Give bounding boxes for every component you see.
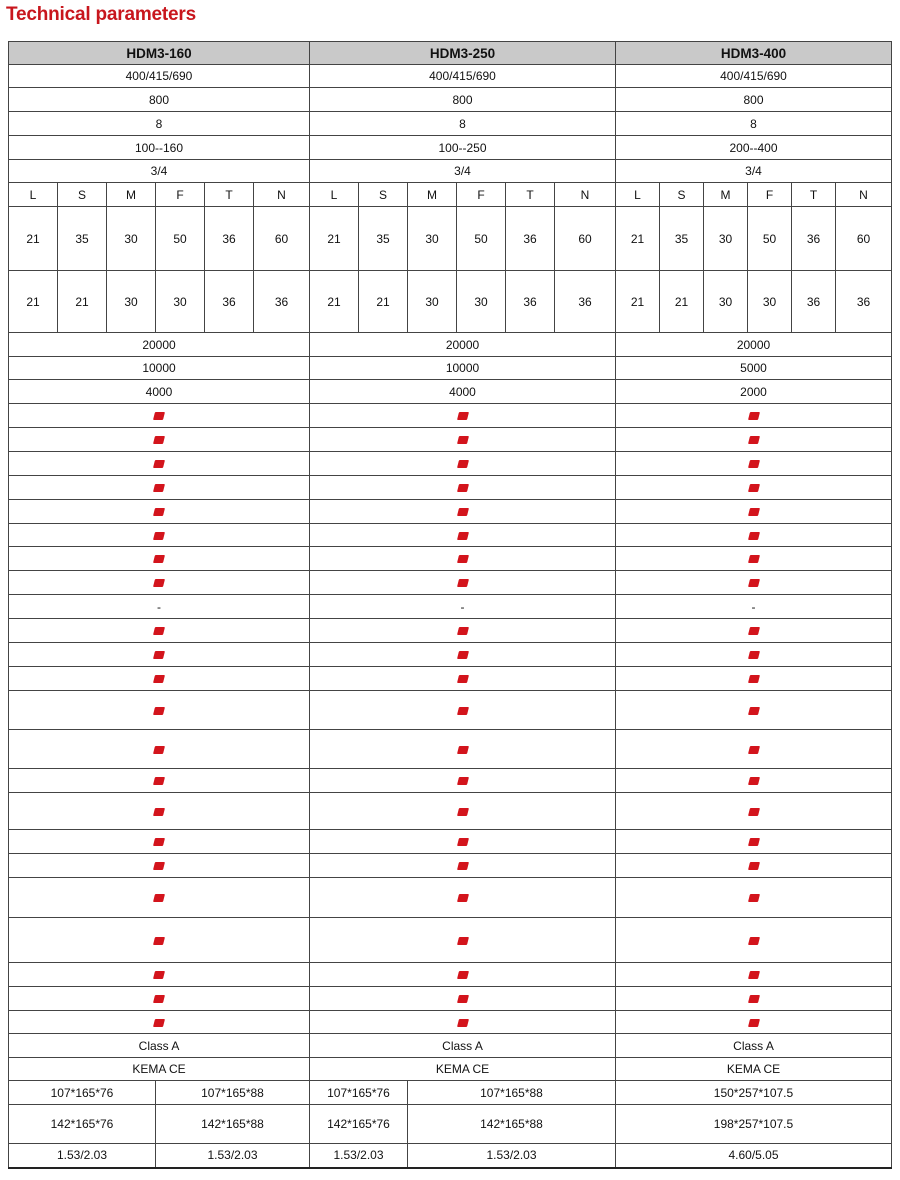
feature-availability-cell <box>616 769 892 793</box>
breaking-ics-value: 21 <box>58 271 107 333</box>
feature-availability-cell <box>9 793 310 830</box>
feature-availability-cell <box>9 878 310 918</box>
available-mark-icon <box>748 971 760 979</box>
available-mark-icon <box>153 436 165 444</box>
available-mark-icon <box>748 555 760 563</box>
breaking-ics-value: 30 <box>156 271 205 333</box>
feature-availability-cell <box>9 547 310 571</box>
available-mark-icon <box>748 1019 760 1027</box>
feature-availability-cell <box>9 769 310 793</box>
feature-availability-cell <box>310 963 616 987</box>
available-mark-icon <box>748 777 760 785</box>
breaking-code: F <box>748 183 792 207</box>
dimension-value: 198*257*107.5 <box>616 1105 892 1144</box>
available-mark-icon <box>457 777 469 785</box>
available-mark-icon <box>748 579 760 587</box>
dimension-value: 142*165*76 <box>310 1105 408 1144</box>
table-row <box>9 571 892 595</box>
breaking-code: L <box>310 183 359 207</box>
feature-availability-cell <box>310 643 616 667</box>
breaking-icu-value: 36 <box>506 207 555 271</box>
dimension-value: 107*165*88 <box>408 1081 616 1105</box>
feature-availability-cell <box>616 547 892 571</box>
spec-value: Class A <box>310 1034 616 1058</box>
available-mark-icon <box>748 675 760 683</box>
available-mark-icon <box>457 508 469 516</box>
feature-availability-cell <box>616 524 892 547</box>
spec-value: 100--250 <box>310 136 616 160</box>
breaking-code: T <box>506 183 555 207</box>
available-mark-icon <box>748 627 760 635</box>
breaking-icu-value: 50 <box>457 207 506 271</box>
available-mark-icon <box>153 971 165 979</box>
model-header: HDM3-400 <box>616 42 892 65</box>
available-mark-icon <box>457 1019 469 1027</box>
table-row <box>9 730 892 769</box>
feature-availability-cell <box>616 793 892 830</box>
feature-availability-cell <box>616 1011 892 1034</box>
spec-value: Class A <box>9 1034 310 1058</box>
available-mark-icon <box>153 651 165 659</box>
breaking-code: S <box>660 183 704 207</box>
available-mark-icon <box>153 555 165 563</box>
table-row <box>9 357 892 380</box>
available-mark-icon <box>748 651 760 659</box>
table-row <box>9 1081 892 1105</box>
breaking-icu-value: 36 <box>792 207 836 271</box>
feature-availability-cell <box>9 667 310 691</box>
available-mark-icon <box>153 508 165 516</box>
feature-availability-cell <box>9 854 310 878</box>
technical-parameters-table <box>8 41 892 1169</box>
breaking-ics-value: 30 <box>107 271 156 333</box>
available-mark-icon <box>457 532 469 540</box>
spec-value: 3/4 <box>616 160 892 183</box>
available-mark-icon <box>748 412 760 420</box>
feature-availability-cell <box>616 452 892 476</box>
available-mark-icon <box>153 412 165 420</box>
table-row <box>9 595 892 619</box>
table-row <box>9 619 892 643</box>
dimension-value: 107*165*76 <box>310 1081 408 1105</box>
breaking-code: N <box>254 183 310 207</box>
available-mark-icon <box>457 808 469 816</box>
feature-availability-cell <box>9 476 310 500</box>
dimension-value: 150*257*107.5 <box>616 1081 892 1105</box>
weight-value: 1.53/2.03 <box>9 1144 156 1168</box>
spec-value: 200--400 <box>616 136 892 160</box>
table-row <box>9 643 892 667</box>
breaking-ics-value: 30 <box>408 271 457 333</box>
available-mark-icon <box>153 894 165 902</box>
weight-value: 4.60/5.05 <box>616 1144 892 1168</box>
breaking-icu-value: 60 <box>254 207 310 271</box>
available-mark-icon <box>748 460 760 468</box>
available-mark-icon <box>153 995 165 1003</box>
available-mark-icon <box>153 838 165 846</box>
available-mark-icon <box>153 460 165 468</box>
spec-value: 100--160 <box>9 136 310 160</box>
breaking-ics-value: 36 <box>792 271 836 333</box>
breaking-ics-value: 36 <box>254 271 310 333</box>
table-row <box>9 42 892 65</box>
feature-availability-cell <box>616 476 892 500</box>
feature-availability-cell <box>9 452 310 476</box>
available-mark-icon <box>153 862 165 870</box>
feature-availability-cell <box>9 571 310 595</box>
available-mark-icon <box>457 862 469 870</box>
available-mark-icon <box>457 838 469 846</box>
spec-value: 3/4 <box>310 160 616 183</box>
available-mark-icon <box>457 971 469 979</box>
breaking-ics-value: 36 <box>836 271 892 333</box>
spec-value: 10000 <box>9 357 310 380</box>
feature-availability-cell <box>616 987 892 1011</box>
feature-availability-cell <box>310 987 616 1011</box>
feature-availability-cell <box>616 854 892 878</box>
table-row <box>9 112 892 136</box>
table-row <box>9 428 892 452</box>
available-mark-icon <box>748 707 760 715</box>
feature-availability-cell <box>310 452 616 476</box>
available-mark-icon <box>457 484 469 492</box>
breaking-icu-value: 30 <box>107 207 156 271</box>
available-mark-icon <box>457 412 469 420</box>
breaking-code: N <box>555 183 616 207</box>
table-row <box>9 524 892 547</box>
table-row <box>9 65 892 88</box>
feature-availability-cell <box>310 547 616 571</box>
breaking-ics-value: 30 <box>457 271 506 333</box>
spec-value: 8 <box>310 112 616 136</box>
spec-value: KEMA CE <box>616 1058 892 1081</box>
available-mark-icon <box>457 555 469 563</box>
breaking-ics-value: 21 <box>359 271 408 333</box>
table-row <box>9 271 892 333</box>
table-row <box>9 404 892 428</box>
breaking-icu-value: 35 <box>660 207 704 271</box>
feature-availability-cell <box>310 854 616 878</box>
breaking-icu-value: 60 <box>836 207 892 271</box>
table-row <box>9 987 892 1011</box>
spec-value: KEMA CE <box>9 1058 310 1081</box>
feature-availability-cell <box>9 987 310 1011</box>
feature-availability-cell <box>9 404 310 428</box>
model-header: HDM3-160 <box>9 42 310 65</box>
spec-value: 20000 <box>616 333 892 357</box>
available-mark-icon <box>457 894 469 902</box>
breaking-icu-value: 35 <box>58 207 107 271</box>
feature-availability-cell <box>9 918 310 963</box>
available-mark-icon <box>457 995 469 1003</box>
spec-value: 8 <box>616 112 892 136</box>
available-mark-icon <box>457 460 469 468</box>
breaking-code: M <box>704 183 748 207</box>
feature-availability-cell <box>616 830 892 854</box>
feature-availability-cell <box>616 878 892 918</box>
feature-availability-cell <box>616 428 892 452</box>
available-mark-icon <box>748 532 760 540</box>
available-mark-icon <box>748 995 760 1003</box>
available-mark-icon <box>153 532 165 540</box>
breaking-code: F <box>457 183 506 207</box>
available-mark-icon <box>153 627 165 635</box>
feature-availability-cell <box>310 619 616 643</box>
spec-value: Class A <box>616 1034 892 1058</box>
feature-availability-cell <box>9 428 310 452</box>
breaking-ics-value: 30 <box>704 271 748 333</box>
dimension-value: 142*165*88 <box>408 1105 616 1144</box>
feature-availability-cell <box>616 643 892 667</box>
table-row <box>9 476 892 500</box>
feature-availability-cell <box>9 830 310 854</box>
feature-availability-cell <box>310 404 616 428</box>
feature-availability-cell <box>310 595 616 619</box>
table-row <box>9 1105 892 1144</box>
spec-value: 400/415/690 <box>9 65 310 88</box>
table-row <box>9 183 892 207</box>
spec-value: 20000 <box>310 333 616 357</box>
feature-availability-cell <box>616 571 892 595</box>
spec-value: 800 <box>616 88 892 112</box>
not-available-dash: - <box>460 599 465 614</box>
spec-value: KEMA CE <box>310 1058 616 1081</box>
spec-value: 5000 <box>616 357 892 380</box>
feature-availability-cell <box>616 404 892 428</box>
breaking-ics-value: 21 <box>9 271 58 333</box>
table-row <box>9 547 892 571</box>
breaking-icu-value: 30 <box>704 207 748 271</box>
breaking-ics-value: 21 <box>310 271 359 333</box>
feature-availability-cell <box>9 595 310 619</box>
table-row <box>9 769 892 793</box>
spec-value: 20000 <box>9 333 310 357</box>
spec-value: 800 <box>310 88 616 112</box>
breaking-ics-value: 21 <box>660 271 704 333</box>
feature-availability-cell <box>310 830 616 854</box>
breaking-icu-value: 50 <box>748 207 792 271</box>
available-mark-icon <box>153 707 165 715</box>
breaking-code: T <box>792 183 836 207</box>
available-mark-icon <box>153 1019 165 1027</box>
dimension-value: 107*165*76 <box>9 1081 156 1105</box>
feature-availability-cell <box>616 667 892 691</box>
available-mark-icon <box>457 651 469 659</box>
weight-value: 1.53/2.03 <box>310 1144 408 1168</box>
feature-availability-cell <box>616 691 892 730</box>
table-row <box>9 830 892 854</box>
feature-availability-cell <box>310 691 616 730</box>
not-available-dash: - <box>157 599 161 614</box>
feature-availability-cell <box>616 963 892 987</box>
weight-value: 1.53/2.03 <box>156 1144 310 1168</box>
table-row <box>9 88 892 112</box>
feature-availability-cell <box>9 963 310 987</box>
dimension-value: 142*165*88 <box>156 1105 310 1144</box>
table-row <box>9 667 892 691</box>
table-row <box>9 691 892 730</box>
available-mark-icon <box>457 746 469 754</box>
breaking-icu-value: 30 <box>408 207 457 271</box>
breaking-icu-value: 50 <box>156 207 205 271</box>
breaking-icu-value: 21 <box>9 207 58 271</box>
table-row <box>9 878 892 918</box>
breaking-code: S <box>58 183 107 207</box>
feature-availability-cell <box>310 428 616 452</box>
available-mark-icon <box>457 627 469 635</box>
dimension-value: 107*165*88 <box>156 1081 310 1105</box>
available-mark-icon <box>457 675 469 683</box>
feature-availability-cell <box>9 500 310 524</box>
feature-availability-cell <box>9 691 310 730</box>
table-row <box>9 500 892 524</box>
table-row <box>9 793 892 830</box>
feature-availability-cell <box>9 619 310 643</box>
table-row <box>9 452 892 476</box>
table-row <box>9 1034 892 1058</box>
table-row <box>9 963 892 987</box>
available-mark-icon <box>748 894 760 902</box>
table-row <box>9 1144 892 1168</box>
weight-value: 1.53/2.03 <box>408 1144 616 1168</box>
breaking-icu-value: 35 <box>359 207 408 271</box>
spec-value: 4000 <box>9 380 310 404</box>
feature-availability-cell <box>310 793 616 830</box>
available-mark-icon <box>153 777 165 785</box>
available-mark-icon <box>153 808 165 816</box>
feature-availability-cell <box>616 619 892 643</box>
breaking-code: N <box>836 183 892 207</box>
spec-value: 800 <box>9 88 310 112</box>
available-mark-icon <box>457 707 469 715</box>
table-row <box>9 380 892 404</box>
available-mark-icon <box>748 746 760 754</box>
feature-availability-cell <box>9 524 310 547</box>
breaking-ics-value: 36 <box>205 271 254 333</box>
available-mark-icon <box>748 484 760 492</box>
table-row <box>9 854 892 878</box>
feature-availability-cell <box>310 500 616 524</box>
breaking-icu-value: 36 <box>205 207 254 271</box>
breaking-icu-value: 60 <box>555 207 616 271</box>
available-mark-icon <box>748 508 760 516</box>
table-row <box>9 333 892 357</box>
breaking-ics-value: 21 <box>616 271 660 333</box>
available-mark-icon <box>153 746 165 754</box>
breaking-code: T <box>205 183 254 207</box>
breaking-ics-value: 30 <box>748 271 792 333</box>
feature-availability-cell <box>9 730 310 769</box>
feature-availability-cell <box>310 878 616 918</box>
feature-availability-cell <box>310 476 616 500</box>
feature-availability-cell <box>616 500 892 524</box>
breaking-icu-value: 21 <box>616 207 660 271</box>
available-mark-icon <box>748 937 760 945</box>
available-mark-icon <box>748 862 760 870</box>
available-mark-icon <box>748 436 760 444</box>
feature-availability-cell <box>310 1011 616 1034</box>
spec-value: 400/415/690 <box>310 65 616 88</box>
spec-value: 4000 <box>310 380 616 404</box>
available-mark-icon <box>153 675 165 683</box>
feature-availability-cell <box>616 595 892 619</box>
available-mark-icon <box>457 937 469 945</box>
breaking-icu-value: 21 <box>310 207 359 271</box>
spec-value: 2000 <box>616 380 892 404</box>
feature-availability-cell <box>310 571 616 595</box>
feature-availability-cell <box>616 918 892 963</box>
breaking-ics-value: 36 <box>506 271 555 333</box>
table-row <box>9 1058 892 1081</box>
feature-availability-cell <box>310 524 616 547</box>
not-available-dash: - <box>751 599 756 614</box>
model-header: HDM3-250 <box>310 42 616 65</box>
spec-value: 400/415/690 <box>616 65 892 88</box>
spec-value: 3/4 <box>9 160 310 183</box>
feature-availability-cell <box>310 769 616 793</box>
feature-availability-cell <box>9 643 310 667</box>
table-row <box>9 918 892 963</box>
feature-availability-cell <box>9 1011 310 1034</box>
feature-availability-cell <box>310 730 616 769</box>
breaking-ics-value: 36 <box>555 271 616 333</box>
available-mark-icon <box>457 436 469 444</box>
table-row <box>9 136 892 160</box>
feature-availability-cell <box>616 730 892 769</box>
available-mark-icon <box>748 808 760 816</box>
table-row <box>9 207 892 271</box>
breaking-code: S <box>359 183 408 207</box>
breaking-code: F <box>156 183 205 207</box>
breaking-code: M <box>107 183 156 207</box>
breaking-code: M <box>408 183 457 207</box>
available-mark-icon <box>153 937 165 945</box>
available-mark-icon <box>153 579 165 587</box>
breaking-code: L <box>616 183 660 207</box>
feature-availability-cell <box>310 667 616 691</box>
available-mark-icon <box>748 838 760 846</box>
feature-availability-cell <box>310 918 616 963</box>
spec-value: 10000 <box>310 357 616 380</box>
spec-value: 8 <box>9 112 310 136</box>
dimension-value: 142*165*76 <box>9 1105 156 1144</box>
page-title: Technical parameters <box>6 4 196 25</box>
table-row <box>9 1011 892 1034</box>
table-row <box>9 160 892 183</box>
breaking-code: L <box>9 183 58 207</box>
available-mark-icon <box>457 579 469 587</box>
available-mark-icon <box>153 484 165 492</box>
